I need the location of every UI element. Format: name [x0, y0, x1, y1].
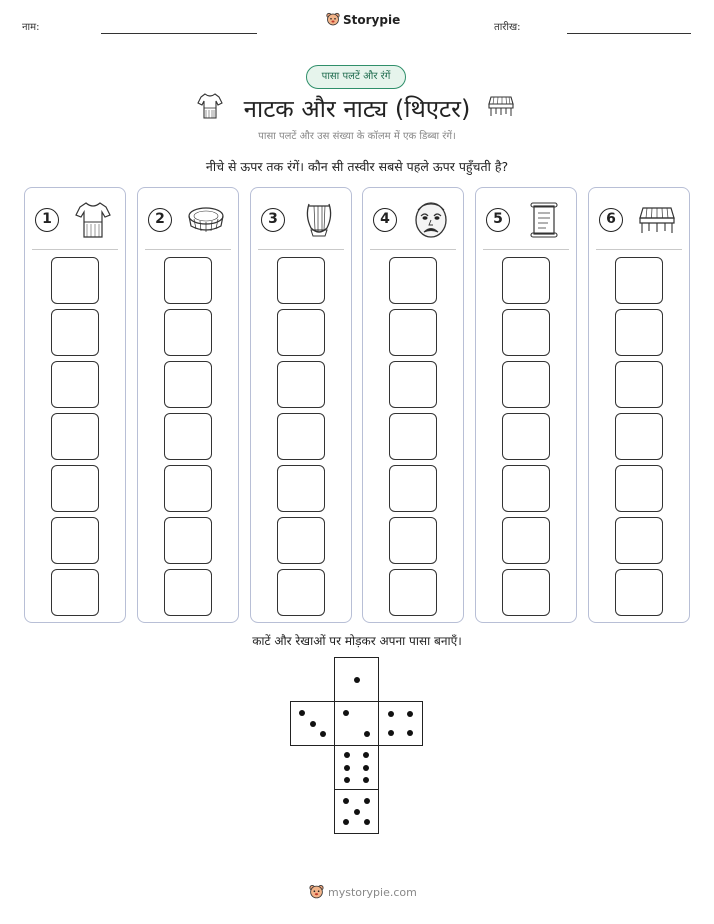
pip — [343, 710, 349, 716]
color-box[interactable] — [51, 257, 99, 304]
pip — [363, 752, 369, 758]
color-box[interactable] — [389, 413, 437, 460]
brand-logo — [326, 12, 400, 27]
color-box[interactable] — [502, 413, 550, 460]
column-4 — [362, 187, 464, 623]
color-box[interactable] — [277, 413, 325, 460]
column-divider — [596, 249, 682, 250]
pip — [364, 731, 370, 737]
color-box[interactable] — [164, 309, 212, 356]
date-label: तारीख: — [494, 22, 521, 33]
color-box[interactable] — [164, 361, 212, 408]
color-box[interactable] — [389, 517, 437, 564]
pip — [343, 798, 349, 804]
color-box[interactable] — [389, 309, 437, 356]
column-number: 1 — [35, 208, 59, 232]
color-box[interactable] — [51, 569, 99, 616]
pip — [354, 809, 360, 815]
color-box[interactable] — [389, 361, 437, 408]
column-divider — [258, 249, 344, 250]
color-box[interactable] — [615, 257, 663, 304]
color-box[interactable] — [389, 257, 437, 304]
column-divider — [483, 249, 569, 250]
color-box[interactable] — [164, 413, 212, 460]
column-3 — [250, 187, 352, 623]
color-box[interactable] — [389, 569, 437, 616]
color-box[interactable] — [51, 413, 99, 460]
name-line — [101, 33, 257, 34]
column-number: 6 — [599, 208, 623, 232]
pip — [388, 730, 394, 736]
pip — [364, 798, 370, 804]
bear-icon — [309, 884, 324, 900]
color-box[interactable] — [277, 361, 325, 408]
color-box[interactable] — [615, 309, 663, 356]
color-box[interactable] — [51, 465, 99, 512]
color-box[interactable] — [502, 465, 550, 512]
color-box[interactable] — [164, 257, 212, 304]
color-box[interactable] — [615, 517, 663, 564]
footer — [309, 884, 417, 900]
lyre-icon — [297, 200, 341, 240]
instruction-text: नीचे से ऊपर तक रंगें। कौन सी तस्वीर सबसे पहले ऊपर पहुँचती है? — [205, 159, 509, 174]
activity-badge: पासा पलटें और रंगें — [306, 65, 406, 89]
column-divider — [370, 249, 456, 250]
color-box[interactable] — [277, 569, 325, 616]
pip — [299, 710, 305, 716]
column-divider — [32, 249, 118, 250]
column-1 — [24, 187, 126, 623]
tunic-icon — [71, 200, 115, 240]
color-box[interactable] — [502, 361, 550, 408]
pip — [407, 730, 413, 736]
column-5 — [475, 187, 577, 623]
column-number: 3 — [261, 208, 285, 232]
color-box[interactable] — [502, 257, 550, 304]
column-6 — [588, 187, 690, 623]
color-box[interactable] — [164, 465, 212, 512]
color-box[interactable] — [277, 465, 325, 512]
pip — [310, 721, 316, 727]
dice-face-1 — [334, 657, 379, 702]
pip — [364, 819, 370, 825]
pip — [344, 765, 350, 771]
stage-icon — [486, 94, 516, 118]
column-divider — [145, 249, 231, 250]
pip — [320, 731, 326, 737]
color-box[interactable] — [277, 517, 325, 564]
color-box[interactable] — [51, 361, 99, 408]
dice-face-2 — [334, 701, 379, 746]
pip — [363, 777, 369, 783]
dice-face-5 — [334, 789, 379, 834]
page-title: नाटक और नाट्य (थिएटर) — [243, 95, 471, 123]
column-number: 5 — [486, 208, 510, 232]
color-box[interactable] — [615, 361, 663, 408]
color-box[interactable] — [502, 309, 550, 356]
name-label: नाम: — [22, 22, 40, 33]
color-box[interactable] — [615, 413, 663, 460]
pip — [388, 711, 394, 717]
column-number: 2 — [148, 208, 172, 232]
color-box[interactable] — [164, 517, 212, 564]
color-box[interactable] — [164, 569, 212, 616]
pip — [407, 711, 413, 717]
bear-icon — [326, 12, 340, 27]
footer-url[interactable]: mystorypie.com — [328, 885, 417, 899]
color-box[interactable] — [615, 465, 663, 512]
color-box[interactable] — [51, 309, 99, 356]
stage-icon — [635, 200, 679, 240]
tragedy-mask-icon — [409, 200, 453, 240]
drum-icon — [184, 200, 228, 240]
page-subtitle: पासा पलटें और उस संख्या के कॉलम में एक डिब्बा रंगें। — [258, 131, 456, 142]
color-box[interactable] — [502, 569, 550, 616]
dice-face-4 — [378, 701, 423, 746]
color-box[interactable] — [615, 569, 663, 616]
dice-face-6 — [334, 745, 379, 790]
scroll-icon — [522, 200, 566, 240]
date-line — [567, 33, 691, 34]
color-box[interactable] — [277, 309, 325, 356]
column-number: 4 — [373, 208, 397, 232]
pip — [343, 819, 349, 825]
brand-name: Storypie — [343, 12, 401, 27]
dice-face-3 — [290, 701, 335, 746]
pip — [354, 677, 360, 683]
column-2 — [137, 187, 239, 623]
pip — [344, 777, 350, 783]
pip — [363, 765, 369, 771]
color-box[interactable] — [277, 257, 325, 304]
pip — [344, 752, 350, 758]
color-box[interactable] — [389, 465, 437, 512]
color-box[interactable] — [51, 517, 99, 564]
color-box[interactable] — [502, 517, 550, 564]
cut-instruction: काटें और रेखाओं पर मोड़कर अपना पासा बनाएँ। — [252, 634, 462, 648]
